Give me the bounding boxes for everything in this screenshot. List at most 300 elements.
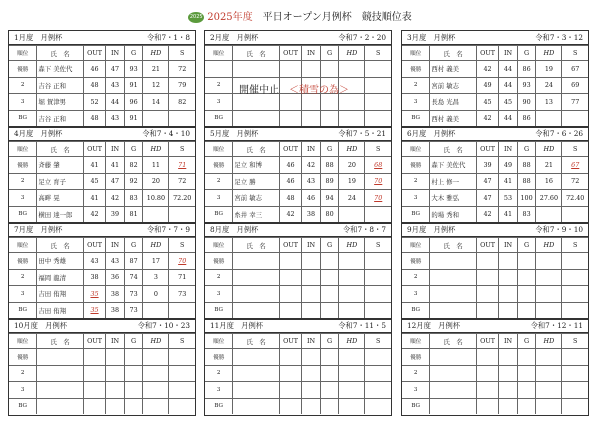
column-header-gross: G: [517, 142, 536, 157]
column-header-gross: G: [517, 46, 536, 61]
cell-rank: 2: [9, 77, 37, 94]
cell-hd: [143, 302, 169, 318]
table-row: [402, 398, 588, 414]
table-row: [402, 253, 588, 270]
cell-hd: 11: [143, 157, 169, 174]
cell-score: [365, 206, 391, 222]
cell-in: [106, 365, 125, 382]
column-header-in: IN: [106, 334, 125, 349]
cell-in: [499, 286, 518, 303]
cell-name: [430, 382, 477, 399]
table-row: [205, 365, 391, 382]
table-row: [9, 286, 195, 303]
card-header: [402, 31, 588, 45]
cell-in: [499, 253, 518, 270]
cell-score: [365, 110, 391, 126]
table-row: [402, 157, 588, 174]
cell-in: [106, 349, 125, 366]
column-header-score: S: [562, 46, 588, 61]
cell-hd: [339, 349, 365, 366]
column-header-rank: 順位: [9, 334, 37, 349]
table-row: [402, 77, 588, 94]
cell-rank: 優勝: [205, 253, 233, 270]
card-header: [205, 31, 391, 45]
column-header-in: IN: [302, 238, 321, 253]
table-row: [9, 190, 195, 207]
cell-rank: 2: [402, 173, 430, 190]
cell-rank: BG: [205, 398, 233, 414]
column-header-hd: HD: [143, 46, 169, 61]
cell-hd: 19: [536, 61, 562, 78]
cell-in: 41: [499, 173, 518, 190]
cell-score: [562, 269, 588, 286]
cell-name: [430, 269, 477, 286]
month-card: [401, 30, 589, 128]
cell-rank: 優勝: [9, 157, 37, 174]
card-date: 令和7・8・7: [342, 225, 386, 234]
cell-in: [302, 349, 321, 366]
cell-rank: BG: [205, 110, 233, 126]
cell-gross: 81: [124, 206, 143, 222]
cell-hd: [339, 382, 365, 399]
cell-in: [499, 382, 518, 399]
card-date: 令和7・12・11: [530, 321, 583, 330]
card-month: 10月度 月例杯: [14, 321, 68, 330]
card-header: [9, 31, 195, 45]
table-row: [402, 349, 588, 366]
table-row: [402, 269, 588, 286]
results-table: [402, 141, 588, 222]
cell-out: [83, 365, 105, 382]
cell-gross: [320, 269, 339, 286]
cell-rank: 優勝: [205, 157, 233, 174]
cell-name: 田中 秀雄: [37, 253, 84, 270]
column-header-rank: 順位: [9, 238, 37, 253]
month-card: [204, 126, 392, 224]
cell-in: [302, 110, 321, 126]
cell-name: [233, 286, 280, 303]
cell-gross: 86: [517, 61, 536, 78]
table-row: [402, 94, 588, 111]
cell-score: [562, 302, 588, 318]
cell-score: [365, 302, 391, 318]
cell-out: [279, 302, 301, 318]
cell-in: [302, 286, 321, 303]
header-row: [402, 334, 588, 349]
header-row: [402, 142, 588, 157]
cell-gross: 80: [320, 206, 339, 222]
table-row: [205, 286, 391, 303]
card-month: 9月度 月例杯: [407, 225, 456, 234]
cell-gross: 88: [517, 157, 536, 174]
cell-out: [279, 382, 301, 399]
cell-gross: 88: [320, 157, 339, 174]
table-row: [9, 302, 195, 318]
cell-hd: 12: [143, 77, 169, 94]
month-card: [401, 318, 589, 416]
cell-in: 41: [106, 157, 125, 174]
cell-hd: [339, 253, 365, 270]
cell-gross: 100: [517, 190, 536, 207]
cell-rank: 優勝: [402, 253, 430, 270]
cell-in: 45: [499, 94, 518, 111]
column-header-hd: HD: [536, 142, 562, 157]
cell-hd: [536, 302, 562, 318]
cell-hd: [143, 206, 169, 222]
cell-name: [233, 382, 280, 399]
results-table: [205, 141, 391, 222]
card-header: [205, 319, 391, 333]
cell-rank: BG: [9, 206, 37, 222]
cell-hd: [143, 349, 169, 366]
header-row: [205, 46, 391, 61]
cell-score: 69: [562, 77, 588, 94]
header-row: [9, 238, 195, 253]
column-header-rank: 順位: [402, 334, 430, 349]
table-row: [9, 398, 195, 414]
column-header-in: IN: [302, 46, 321, 61]
cell-score: [562, 286, 588, 303]
cell-in: 47: [106, 173, 125, 190]
column-header-hd: HD: [536, 46, 562, 61]
column-header-in: IN: [106, 142, 125, 157]
results-table: [205, 237, 391, 318]
cell-score: 71: [169, 157, 195, 174]
column-header-hd: HD: [339, 334, 365, 349]
cell-hd: [339, 269, 365, 286]
cell-in: 44: [106, 94, 125, 111]
cell-out: 42: [476, 61, 498, 78]
cell-score: [365, 398, 391, 414]
cell-out: 47: [476, 173, 498, 190]
cell-out: 41: [83, 190, 105, 207]
column-header-hd: HD: [143, 238, 169, 253]
results-table: [402, 333, 588, 414]
cell-score: [169, 110, 195, 126]
table-row: [205, 206, 391, 222]
cell-name: 吉田 侑翔: [37, 286, 84, 303]
cell-gross: [517, 365, 536, 382]
column-header-out: OUT: [476, 334, 498, 349]
card-month: 3月度 月例杯: [407, 33, 456, 42]
cell-score: [365, 269, 391, 286]
cell-hd: [536, 253, 562, 270]
column-header-name: 氏 名: [37, 46, 84, 61]
cell-rank: 2: [402, 77, 430, 94]
cell-gross: [320, 302, 339, 318]
cell-hd: 24: [339, 190, 365, 207]
cell-gross: [320, 61, 339, 78]
table-row: [205, 382, 391, 399]
cell-in: 47: [106, 61, 125, 78]
results-table: [9, 237, 195, 318]
cell-rank: 2: [9, 269, 37, 286]
cell-score: [365, 349, 391, 366]
cell-out: [83, 398, 105, 414]
cell-out: 52: [83, 94, 105, 111]
cell-rank: 優勝: [9, 253, 37, 270]
cell-gross: [320, 382, 339, 399]
cell-rank: 優勝: [402, 61, 430, 78]
cell-hd: 20: [143, 173, 169, 190]
column-header-gross: G: [124, 46, 143, 61]
cell-gross: 91: [124, 110, 143, 126]
cell-out: [476, 365, 498, 382]
cell-out: [279, 365, 301, 382]
column-header-rank: 順位: [205, 46, 233, 61]
cell-out: 45: [83, 173, 105, 190]
column-header-out: OUT: [279, 46, 301, 61]
header-row: [9, 142, 195, 157]
card-header: [402, 223, 588, 237]
card-date: 令和7・10・23: [137, 321, 190, 330]
cell-rank: 3: [9, 94, 37, 111]
table-row: [205, 157, 391, 174]
cell-gross: 89: [320, 173, 339, 190]
header-row: [205, 334, 391, 349]
cell-in: [499, 365, 518, 382]
table-row: [402, 206, 588, 222]
cell-score: [365, 94, 391, 111]
column-header-rank: 順位: [9, 142, 37, 157]
cell-out: [476, 269, 498, 286]
cell-gross: 73: [124, 286, 143, 303]
column-header-rank: 順位: [402, 238, 430, 253]
cell-score: [365, 77, 391, 94]
column-header-name: 氏 名: [37, 334, 84, 349]
cell-gross: [320, 253, 339, 270]
column-header-name: 氏 名: [430, 238, 477, 253]
results-table: [402, 45, 588, 126]
cell-rank: BG: [402, 398, 430, 414]
cell-name: [430, 302, 477, 318]
card-date: 令和7・6・26: [535, 129, 583, 138]
card-header: [402, 127, 588, 141]
cell-rank: 2: [9, 173, 37, 190]
column-header-out: OUT: [279, 142, 301, 157]
cell-rank: BG: [205, 206, 233, 222]
cell-score: [169, 382, 195, 399]
cell-in: [106, 398, 125, 414]
column-header-in: IN: [302, 142, 321, 157]
cell-rank: 優勝: [9, 349, 37, 366]
cell-gross: [517, 269, 536, 286]
column-header-in: IN: [499, 334, 518, 349]
column-header-score: S: [169, 238, 195, 253]
cell-out: [83, 382, 105, 399]
column-header-gross: G: [320, 238, 339, 253]
cell-rank: 2: [402, 365, 430, 382]
cell-rank: 3: [9, 382, 37, 399]
table-row: [9, 206, 195, 222]
cell-rank: 優勝: [402, 157, 430, 174]
table-row: [402, 365, 588, 382]
table-row: [402, 302, 588, 318]
cell-gross: [517, 382, 536, 399]
cell-name: 西村 義美: [430, 61, 477, 78]
cell-rank: 2: [9, 365, 37, 382]
card-date: 令和7・9・10: [535, 225, 583, 234]
cell-gross: 90: [517, 94, 536, 111]
cell-in: 53: [499, 190, 518, 207]
card-header: [9, 127, 195, 141]
cell-rank: BG: [402, 302, 430, 318]
cell-rank: 3: [402, 94, 430, 111]
cell-score: 67: [562, 157, 588, 174]
column-header-in: IN: [302, 334, 321, 349]
table-row: [9, 382, 195, 399]
table-row: [9, 173, 195, 190]
cell-out: 43: [83, 253, 105, 270]
header-row: [402, 238, 588, 253]
card-month: 2月度 月例杯: [210, 33, 259, 42]
column-header-out: OUT: [279, 334, 301, 349]
cell-in: [499, 398, 518, 414]
cell-rank: 3: [9, 190, 37, 207]
card-date: 令和7・4・10: [142, 129, 190, 138]
column-header-hd: HD: [339, 46, 365, 61]
cell-out: 48: [279, 190, 301, 207]
table-row: [205, 110, 391, 126]
cell-in: 38: [302, 206, 321, 222]
cell-in: 43: [106, 253, 125, 270]
card-month: 11月度 月例杯: [210, 321, 264, 330]
cell-hd: 10.80: [143, 190, 169, 207]
cell-gross: [320, 365, 339, 382]
cell-out: [476, 398, 498, 414]
card-header: [402, 319, 588, 333]
cell-rank: 優勝: [402, 349, 430, 366]
cell-gross: [124, 382, 143, 399]
cell-hd: [536, 382, 562, 399]
column-header-rank: 順位: [205, 142, 233, 157]
cell-name: [430, 349, 477, 366]
cell-score: 73: [169, 286, 195, 303]
cell-name: [233, 349, 280, 366]
cell-hd: 0: [143, 286, 169, 303]
cell-rank: 2: [205, 365, 233, 382]
column-header-score: S: [169, 46, 195, 61]
column-header-rank: 順位: [205, 238, 233, 253]
cell-name: 堀 賀津男: [37, 94, 84, 111]
column-header-gross: G: [124, 238, 143, 253]
cell-rank: 2: [402, 269, 430, 286]
cell-in: [499, 349, 518, 366]
cell-hd: 27.60: [536, 190, 562, 207]
month-card: [204, 318, 392, 416]
results-table: [402, 237, 588, 318]
column-header-name: 氏 名: [430, 334, 477, 349]
cell-score: [365, 365, 391, 382]
cell-gross: [517, 253, 536, 270]
table-row: [9, 269, 195, 286]
cell-rank: 2: [205, 173, 233, 190]
cell-out: [83, 349, 105, 366]
cell-score: 70: [169, 253, 195, 270]
cell-gross: 92: [124, 173, 143, 190]
cell-score: [562, 253, 588, 270]
cell-hd: [339, 61, 365, 78]
column-header-out: OUT: [476, 46, 498, 61]
cell-in: [302, 365, 321, 382]
cell-score: 79: [169, 77, 195, 94]
month-card: [204, 222, 392, 320]
cell-rank: 3: [402, 190, 430, 207]
cell-gross: [320, 286, 339, 303]
cell-gross: 74: [124, 269, 143, 286]
cell-rank: BG: [9, 302, 37, 318]
cancel-text: 開催中止: [239, 85, 279, 96]
column-header-out: OUT: [476, 142, 498, 157]
cell-out: [279, 61, 301, 78]
table-row: [402, 61, 588, 78]
cell-hd: 16: [536, 173, 562, 190]
column-header-in: IN: [499, 238, 518, 253]
cell-hd: [339, 365, 365, 382]
cell-score: [169, 398, 195, 414]
cell-score: [365, 253, 391, 270]
cell-score: [365, 382, 391, 399]
cell-hd: [536, 349, 562, 366]
cell-score: [562, 110, 588, 126]
cell-out: [279, 398, 301, 414]
cell-hd: 19: [339, 173, 365, 190]
cell-out: [476, 302, 498, 318]
column-header-out: OUT: [83, 46, 105, 61]
cell-in: 43: [106, 77, 125, 94]
card-header: [9, 319, 195, 333]
cell-score: 82: [169, 94, 195, 111]
table-row: [402, 190, 588, 207]
cell-name: 長島 光昌: [430, 94, 477, 111]
card-header: [9, 223, 195, 237]
cell-gross: 93: [517, 77, 536, 94]
cell-score: [562, 206, 588, 222]
column-header-gross: G: [124, 142, 143, 157]
header-row: [9, 334, 195, 349]
cell-hd: [339, 286, 365, 303]
month-card: [204, 30, 392, 128]
cell-gross: [124, 349, 143, 366]
card-date: 令和7・11・5: [338, 321, 386, 330]
month-card: [8, 30, 196, 128]
cell-rank: BG: [402, 110, 430, 126]
cell-name: [233, 398, 280, 414]
cell-rank: 優勝: [9, 61, 37, 78]
column-header-score: S: [365, 238, 391, 253]
cell-out: [279, 110, 301, 126]
results-table: [205, 333, 391, 414]
card-header: [205, 127, 391, 141]
card-date: 令和7・7・9: [146, 225, 190, 234]
cell-rank: 3: [205, 286, 233, 303]
cell-out: [279, 253, 301, 270]
cell-hd: 14: [143, 94, 169, 111]
cell-in: [499, 269, 518, 286]
cell-rank: 3: [205, 94, 233, 111]
cell-name: 宮前 敏志: [233, 190, 280, 207]
cell-gross: [320, 349, 339, 366]
column-header-out: OUT: [83, 142, 105, 157]
table-row: [9, 365, 195, 382]
cell-score: [365, 286, 391, 303]
cell-hd: 13: [536, 94, 562, 111]
column-header-hd: HD: [536, 238, 562, 253]
cell-rank: BG: [205, 302, 233, 318]
cell-rank: 2: [205, 269, 233, 286]
table-row: [9, 253, 195, 270]
cell-gross: [517, 286, 536, 303]
